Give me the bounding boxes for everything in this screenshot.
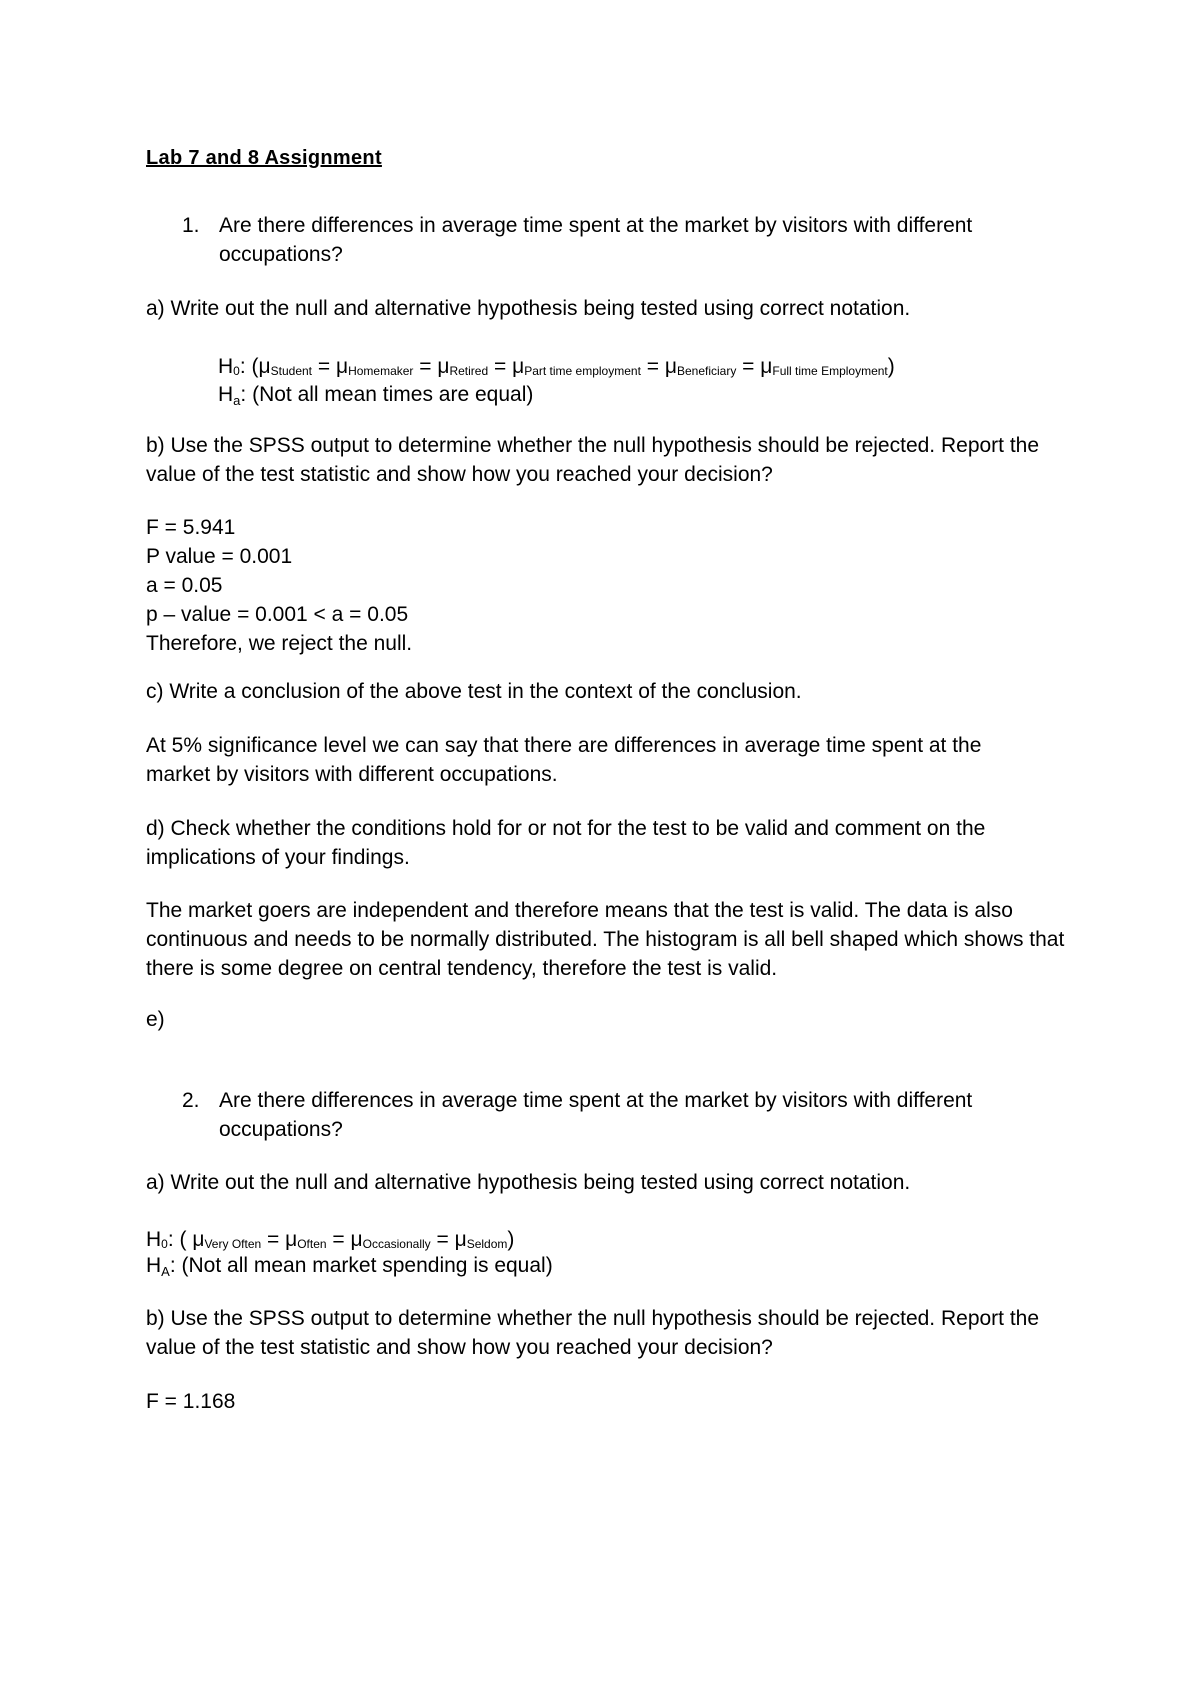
answer-line: p – value = 0.001 < a = 0.05 bbox=[146, 603, 409, 626]
q1-a-prompt: a) Write out the null and alternative hypothesis being tested using correct notation. bbox=[146, 297, 911, 320]
answer-line: Therefore, we reject the null. bbox=[146, 632, 413, 655]
q2-f-value: F = 1.168 bbox=[146, 1390, 236, 1413]
q2-b-prompt: b) Use the SPSS output to determine whether the null hypothesis should be rejected. Report the value of the test statistic and show how you reached your decision? bbox=[146, 1307, 1040, 1359]
question-text: Are there differences in average time spent at the market by visitors with different occupations? bbox=[219, 214, 973, 266]
answer-line: F = 5.941 bbox=[146, 516, 236, 539]
q2-null-hypothesis: H0: ( μVery Often = μOften = μOccasionally = μSeldom) bbox=[146, 1228, 515, 1251]
question-number: 2. bbox=[182, 1089, 200, 1112]
question-text: Are there differences in average time spent at the market by visitors with different occupations? bbox=[219, 1089, 973, 1141]
q1-null-hypothesis: H0: (μStudent = μHomemaker = μRetired = μPart time employment = μBeneficiary = μFull time Employment) bbox=[218, 355, 895, 378]
q1-c-answer: At 5% significance level we can say that there are differences in average time spent at the market by visitors with different occupations. bbox=[146, 734, 982, 786]
q1-b-answer bbox=[146, 513, 1076, 658]
q1-b-prompt: b) Use the SPSS output to determine whether the null hypothesis should be rejected. Report the value of the test statistic and show how you reached your decision? bbox=[146, 434, 1040, 486]
q1-c-prompt: c) Write a conclusion of the above test in the context of the conclusion. bbox=[146, 680, 802, 703]
q1-d-prompt: d) Check whether the conditions hold for or not for the test to be valid and comment on the implications of your findings. bbox=[146, 817, 986, 869]
document-title: Lab 7 and 8 Assignment bbox=[146, 147, 382, 169]
answer-line: a = 0.05 bbox=[146, 574, 223, 597]
q2-a-prompt: a) Write out the null and alternative hypothesis being tested using correct notation. bbox=[146, 1171, 911, 1194]
q1-d-answer: The market goers are independent and therefore means that the test is valid. The data is also continuous and needs to be normally distributed. The histogram is all bell shaped which shows that there is some degree on central tendency, therefore the test is valid. bbox=[146, 899, 1065, 980]
q1-alt-hypothesis: Ha: (Not all mean times are equal) bbox=[218, 383, 534, 408]
q2-alt-hypothesis: HA: (Not all mean market spending is equal) bbox=[146, 1254, 553, 1279]
answer-line: P value = 0.001 bbox=[146, 545, 293, 568]
question-number: 1. bbox=[182, 214, 200, 237]
q1-e-label: e) bbox=[146, 1008, 165, 1031]
